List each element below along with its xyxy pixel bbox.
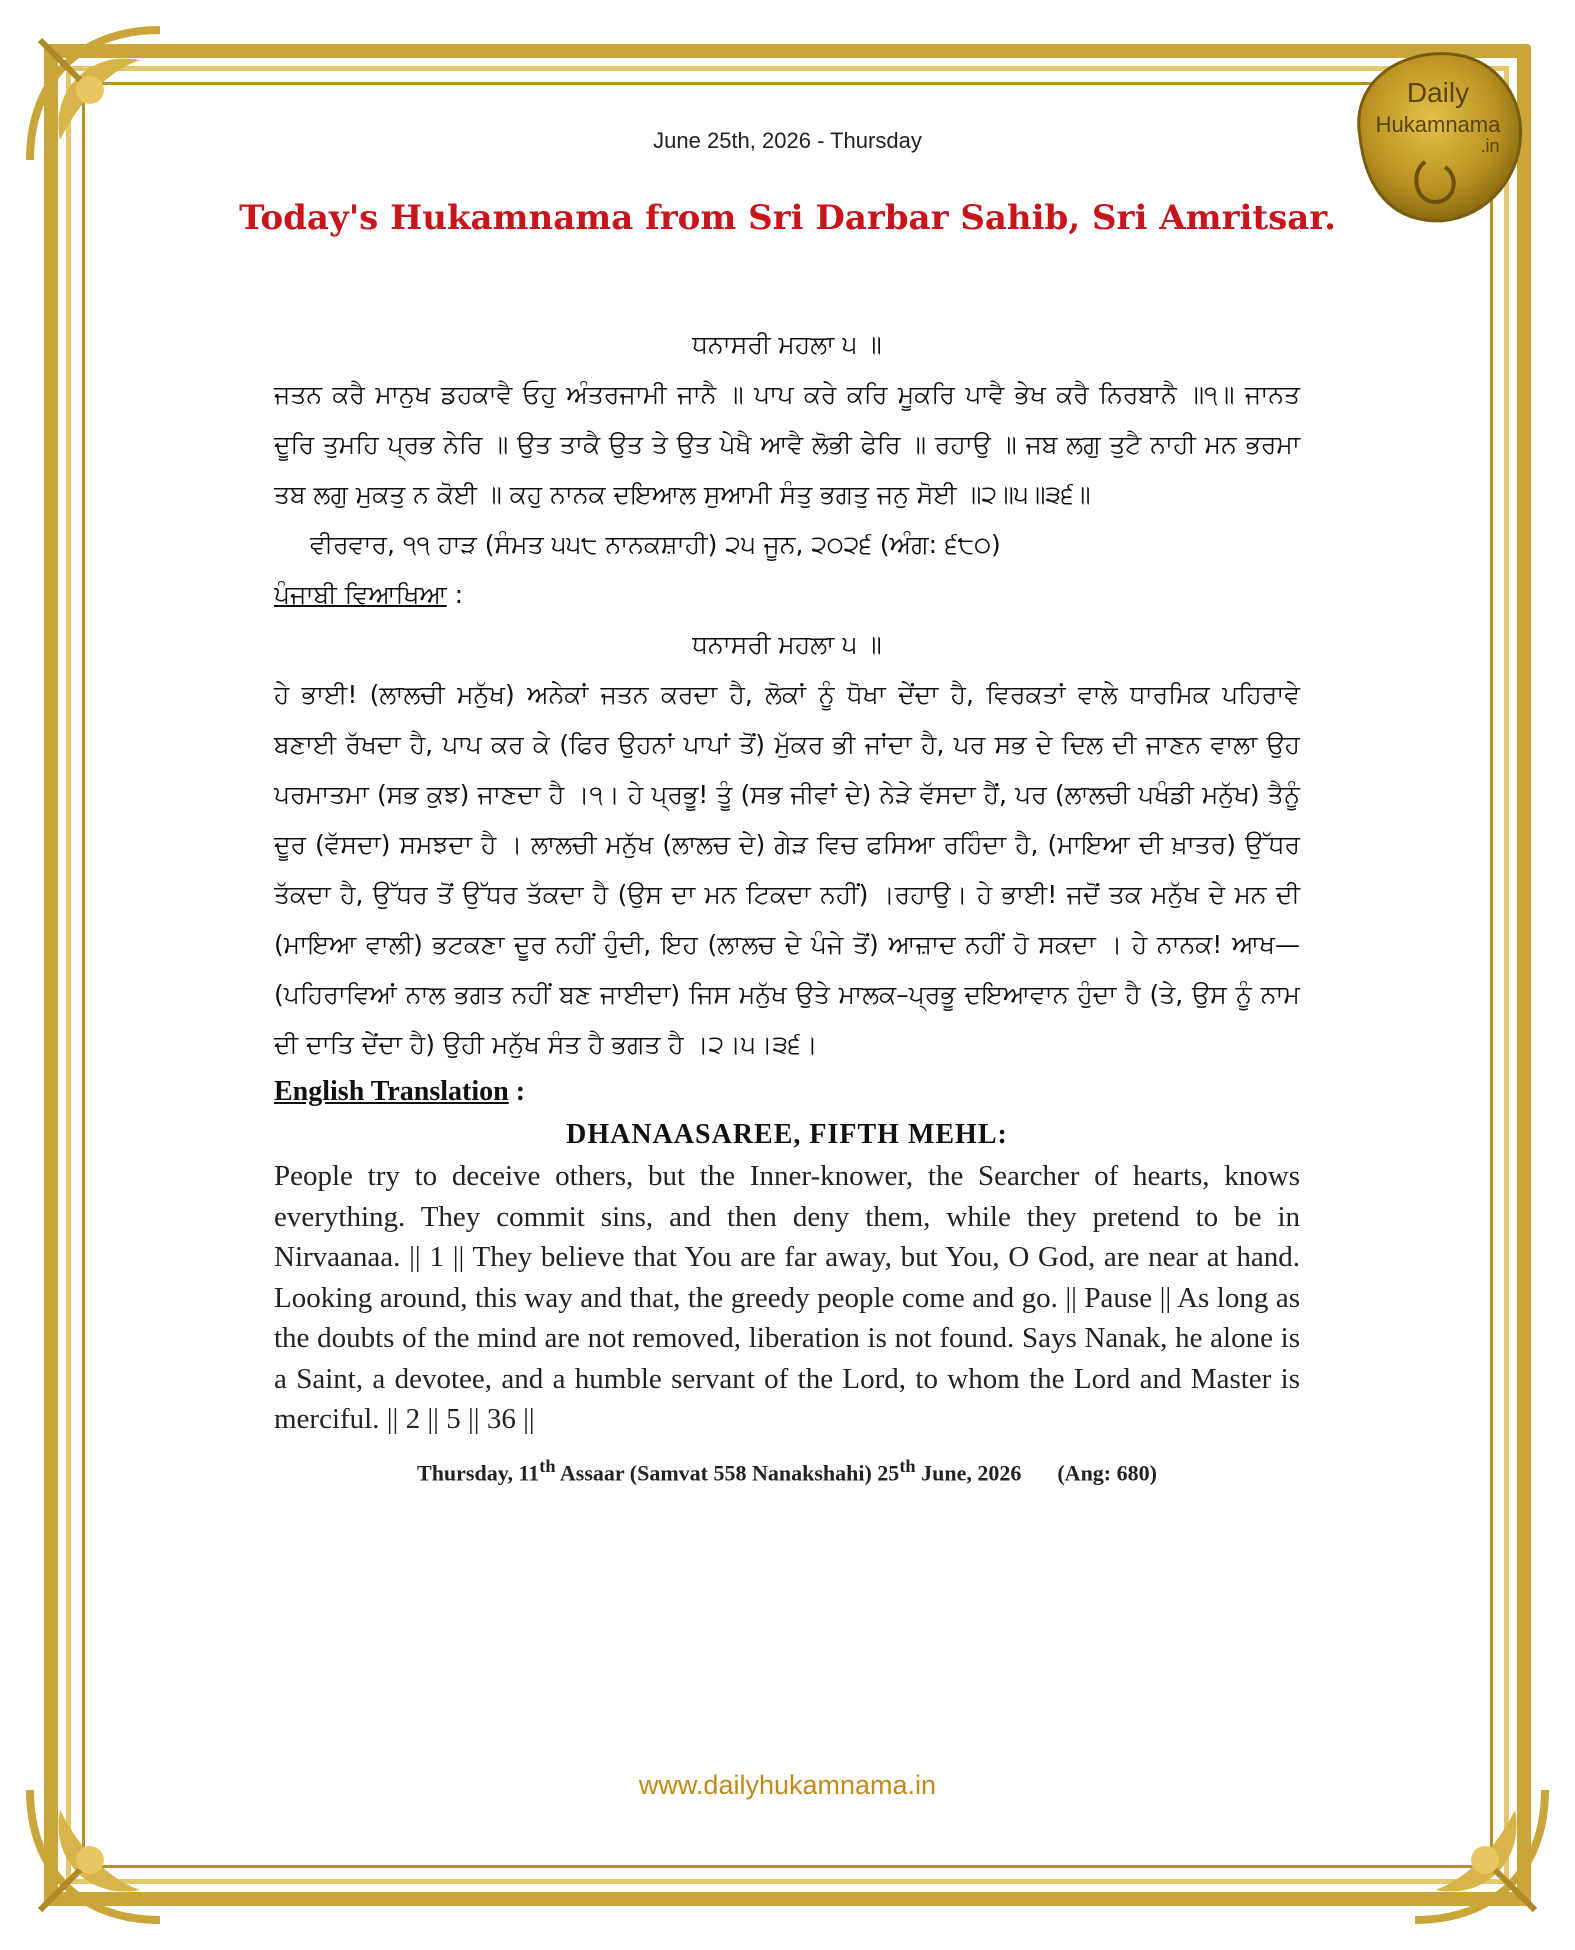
seal-text: Hukamnama xyxy=(1375,112,1501,137)
corner-ornament-icon xyxy=(1405,1780,1555,1930)
seal-text: .in xyxy=(1480,136,1500,156)
punjabi-text: ਹੇ ਭਾਈ! (ਲਾਲਚੀ ਮਨੁੱਖ) ਅਨੇਕਾਂ ਜਤਨ ਕਰਦਾ ਹੈ, ਲੋਕਾਂ ਨੂੰ ਧੋਖਾ ਦੇਂਦਾ ਹੈ, ਵਿਰਕਤਾਂ ਵਾਲੇ ਧਾਰਮਿਕ ਪਹਿਰਾਵੇ ਬਣਾਈ ਰੱਖਦਾ ਹੈ, ਪਾਪ ਕਰ ਕੇ (ਫਿਰ ਉਹਨਾਂ ਪਾਪਾਂ ਤੋਂ) ਮੁੱਕਰ ਭੀ ਜਾਂਦਾ ਹੈ, ਪਰ ਸਭ ਦੇ ਦਿਲ ਦੀ ਜਾਣਨ ਵਾਲਾ ਉਹ ਪਰਮਾਤਮਾ (ਸਭ ਕੁਝ) ਜਾਣਦਾ ਹੈ ।੧। ਹੇ ਪ੍ਰਭੂ! ਤੂੰ (ਸਭ ਜੀਵਾਂ ਦੇ) ਨੇੜੇ ਵੱਸਦਾ ਹੈਂ, ਪਰ (ਲਾਲਚੀ ਪਖੰਡੀ ਮਨੁੱਖ) ਤੈਨੂੰ ਦੂਰ (ਵੱਸਦਾ) ਸਮਝਦਾ ਹੈ । ਲਾਲਚੀ ਮਨੁੱਖ (ਲਾਲਚ ਦੇ) ਗੇੜ ਵਿਚ ਫਸਿਆ ਰਹਿੰਦਾ ਹੈ, (ਮਾਇਆ ਦੀ ਖ਼ਾਤਰ) ਉੱਧਰ ਤੱਕਦਾ ਹੈ, ਉੱਧਰ ਤੋਂ ਉੱਧਰ ਤੱਕਦਾ ਹੈ (ਉਸ ਦਾ ਮਨ ਟਿਕਦਾ ਨਹੀਂ) ।ਰਹਾਉ। ਹੇ ਭਾਈ! ਜਦੋਂ ਤਕ ਮਨੁੱਖ ਦੇ ਮਨ ਦੀ (ਮਾਇਆ ਵਾਲੀ) ਭਟਕਣਾ ਦੂਰ ਨਹੀਂ ਹੁੰਦੀ, ਇਹ (ਲਾਲਚ ਦੇ ਪੰਜੇ ਤੋਂ) ਆਜ਼ਾਦ ਨਹੀਂ ਹੋ ਸਕਦਾ । ਹੇ ਨਾਨਕ! ਆਖ—(ਪਹਿਰਾਵਿਆਂ ਨਾਲ ਭਗਤ ਨਹੀਂ ਬਣ ਜਾਈਦਾ) ਜਿਸ ਮਨੁੱਖ ਉਤੇ ਮਾਲਕ–ਪ੍ਰਭੂ ਦਇਆਵਾਨ ਹੁੰਦਾ ਹੈ (ਤੇ, ਉਸ ਨੂੰ ਨਾਮ ਦੀ ਦਾਤਿ ਦੇਂਦਾ ਹੈ) ਉਹੀ ਮਨੁੱਖ ਸੰਤ ਹੈ ਭਗਤ ਹੈ ।੨।੫।੩੬। xyxy=(274,680,1301,1059)
english-date-part: Thursday, 11 xyxy=(417,1459,540,1485)
corner-ornament-icon xyxy=(20,1780,170,1930)
main-content xyxy=(274,320,1300,1493)
english-date-part: Assaar (Samvat 558 Nanakshahi) 25 xyxy=(555,1459,900,1485)
gurbani-text: ਜਤਨ ਕਰੈ ਮਾਨੁਖ ਡਹਕਾਵੈ ਓਹੁ ਅੰਤਰਜਾਮੀ ਜਾਨੈ ॥ ਪਾਪ ਕਰੇ ਕਰਿ ਮੂਕਰਿ ਪਾਵੈ ਭੇਖ ਕਰੈ ਨਿਰਬਾਨੈ ॥੧॥ ਜਾਨਤ ਦੂਰਿ ਤੁਮਹਿ ਪ੍ਰਭ ਨੇਰਿ ॥ ਉਤ ਤਾਕੈ ਉਤ ਤੇ ਉਤ ਪੇਖੈ ਆਵੈ ਲੋਭੀ ਫੇਰਿ ॥ ਰਹਾਉ ॥ ਜਬ ਲਗੁ ਤੁਟੈ ਨਾਹੀ ਮਨ ਭਰਮਾ ਤਬ ਲਗੁ ਮੁਕਤੁ ਨ ਕੋਈ ॥ ਕਹੁ ਨਾਨਕ ਦਇਆਲ ਸੁਆਮੀ ਸੰਤੁ ਭਗਤੁ ਜਨੁ ਸੋਈ ॥੨॥੫॥੩੬॥ xyxy=(274,380,1300,509)
seal-text: Daily xyxy=(1406,77,1470,108)
gurbani-date: ਵੀਰਵਾਰ, ੧੧ ਹਾੜ (ਸੰਮਤ ੫੫੮ ਨਾਨਕਸ਼ਾਹੀ) ੨੫ ਜੂਨ, ੨੦੨੬ (ਅੰਗ: ੬੮੦) xyxy=(310,530,1001,559)
punjabi-heading xyxy=(274,570,1300,620)
english-date-part: June, 2026 xyxy=(915,1459,1022,1485)
footer-url-link[interactable]: www.dailyhukamnama.in xyxy=(638,1770,937,1800)
english-date xyxy=(274,1446,1300,1493)
gurbani-raag: ਧਨਾਸਰੀ ਮਹਲਾ ੫ ॥ xyxy=(692,330,882,359)
page-title: Today's Hukamnama from Sri Darbar Sahib, Sri Amritsar. xyxy=(239,198,1336,238)
english-date-sup: th xyxy=(539,1455,556,1476)
english-date-ang: (Ang: 680) xyxy=(1057,1459,1157,1485)
heading-suffix: : xyxy=(446,580,464,609)
english-heading-label: English Translation xyxy=(274,1076,509,1107)
punjabi-heading-label: ਪੰਜਾਬੀ ਵਿਆਖਿਆ xyxy=(274,580,447,609)
english-date-sup: th xyxy=(899,1455,916,1476)
english-text: People try to deceive others, but the Inner-knower, the Searcher of hearts, knows everything. They commit sins, and then deny them, while they pretend to be in Nirvaanaa. || 1 || They believe that You are far away, but You, O God, are near at hand. Looking around, this way and that, the greedy people come and go. || Pause || As long as the doubts of the mind are not removed, liberation is not found. Says Nanak, he alone is a Saint, a devotee, and a humble servant of the Lord, to whom the Lord and Master is merciful. || 2 || 5 || 36 || xyxy=(274,1160,1300,1435)
english-heading xyxy=(274,1070,1300,1114)
english-raag: DHANAASAREE, FIFTH MEHL: xyxy=(566,1119,1008,1150)
date-line: June 25th, 2026 - Thursday xyxy=(653,128,922,153)
heading-suffix: : xyxy=(508,1076,526,1107)
punjabi-raag: ਧਨਾਸਰੀ ਮਹਲਾ ੫ ॥ xyxy=(692,630,882,659)
